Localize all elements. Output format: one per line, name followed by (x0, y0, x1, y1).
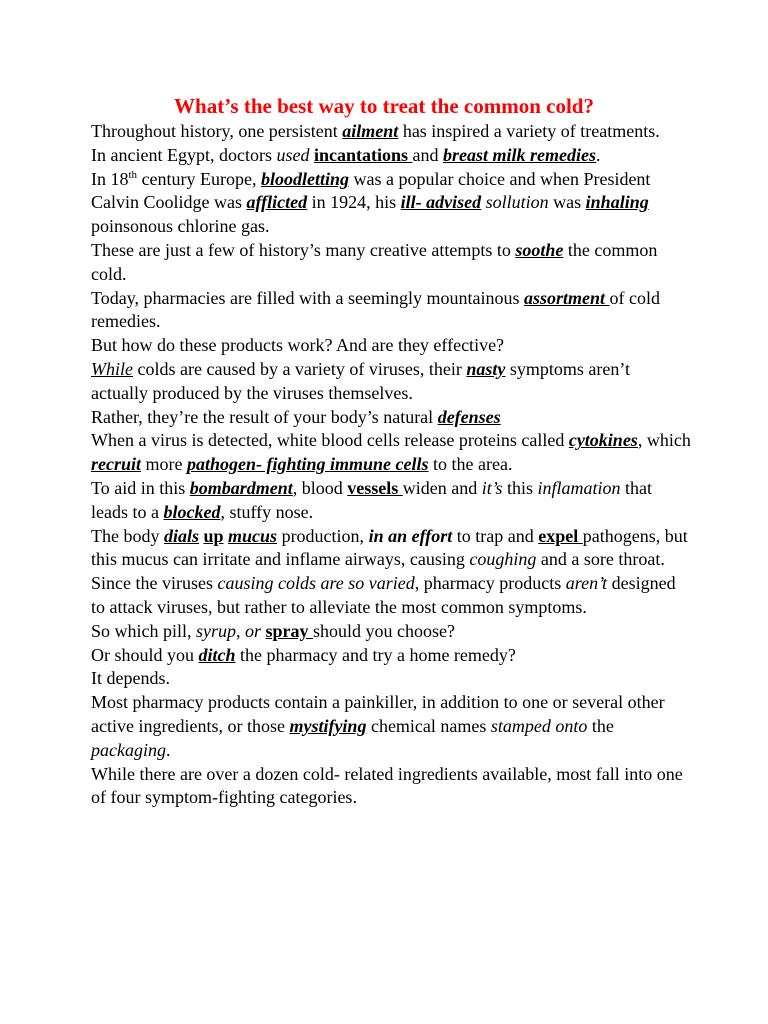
emphasized-term: packaging (91, 739, 166, 760)
text-run: that leads to a (91, 477, 652, 522)
text-run: and a sore throat. (536, 549, 665, 570)
emphasized-term: coughing (469, 549, 537, 570)
text-run: While there are over a dozen cold- related ingredients available, most fall into one of four symptom-fighting categories. (91, 763, 683, 808)
text-run: pathogens, but this mucus can irritate and inflame airways, causing (91, 525, 688, 570)
emphasized-term: soothe (515, 239, 564, 260)
emphasized-term: mucus (228, 525, 278, 546)
text-run: in 1924, his (307, 192, 401, 213)
text-run: the (587, 715, 614, 736)
text-run: the common cold. (91, 239, 658, 284)
emphasized-term: causing colds are so varied (217, 573, 415, 594)
emphasized-term: breast milk remedies (442, 144, 596, 165)
text-run: chemical names (366, 715, 491, 736)
document-body (91, 120, 691, 810)
text-run: , stuffy nose. (220, 501, 314, 522)
text-run: of cold remedies. (91, 287, 660, 332)
text-run: century Europe, (137, 168, 262, 189)
emphasized-term: defenses (437, 406, 501, 427)
text-run: the pharmacy and try a home remedy? (235, 644, 516, 665)
text-run: Since the viruses (91, 573, 218, 594)
emphasized-term: pathogen- fighting immune cells (187, 454, 429, 475)
text-run: production, (277, 525, 369, 546)
emphasized-term: bombardment (189, 477, 293, 498)
emphasized-term: ditch (198, 644, 236, 665)
text-run: To aid in this (91, 477, 190, 498)
emphasized-term: expel (538, 525, 583, 546)
text-run: widen and (402, 477, 482, 498)
emphasized-term: recruit (91, 454, 142, 475)
text-run: In ancient Egypt, doctors (91, 144, 277, 165)
text-run: symptoms aren’t actually produced by the viruses themselves. (91, 358, 631, 403)
text-run: The body (91, 525, 164, 546)
text-run: Throughout history, one persistent (91, 121, 343, 141)
paragraph (91, 406, 691, 430)
text-run: But how do these products work? And are they effective? (91, 335, 505, 356)
emphasized-term: bloodletting (261, 168, 350, 189)
paragraph (91, 287, 691, 335)
paragraph (91, 334, 691, 358)
emphasized-term: stamped onto (490, 715, 588, 736)
text-run: Most pharmacy products contain a painkiller, in addition to one or several other active ingredients, or those (91, 692, 665, 736)
text-run: to the area. (428, 454, 513, 475)
text-run: and (412, 144, 443, 165)
text-run: , (236, 620, 246, 641)
text-run: . (595, 144, 601, 165)
text-run: , pharmacy products (414, 573, 566, 594)
paragraph (91, 120, 691, 144)
paragraph (91, 358, 691, 406)
text-run: When a virus is detected, white blood cells release proteins called (91, 430, 569, 451)
paragraph (91, 525, 691, 573)
paragraph (91, 429, 691, 477)
text-run: colds are caused by a variety of viruses, their (133, 358, 467, 379)
emphasized-term: nasty (466, 358, 506, 379)
text-run: should you choose? (313, 620, 456, 641)
text-run: , which (637, 430, 691, 451)
emphasized-term: it’s (481, 477, 503, 498)
paragraph (91, 144, 691, 168)
emphasized-term: spray (265, 620, 314, 641)
paragraph (91, 620, 691, 644)
emphasized-term: incantations (313, 144, 413, 165)
emphasized-term: syrup (196, 620, 237, 641)
document-title: What’s the best way to treat the common cold? (174, 94, 594, 118)
paragraph (91, 572, 691, 620)
paragraph (91, 239, 691, 287)
text-run: Today, pharmacies are filled with a seemingly mountainous (91, 287, 524, 308)
emphasized-term: While (91, 358, 133, 379)
paragraph (91, 168, 691, 239)
emphasized-term: blocked (163, 501, 221, 522)
emphasized-term: in an effort (368, 525, 453, 546)
emphasized-term: cytokines (568, 430, 638, 451)
text-run: . (165, 739, 171, 760)
paragraph (91, 644, 691, 668)
emphasized-term: mystifying (289, 715, 367, 736)
text-run: was a popular choice and when President Calvin Coolidge was (91, 168, 651, 213)
paragraph (91, 763, 691, 811)
emphasized-term: inhaling (585, 192, 649, 213)
text-run: So which pill, (91, 620, 197, 641)
emphasized-term: dials (163, 525, 199, 546)
text-run: Rather, they’re the result of your body’s natural (91, 406, 438, 427)
text-run: poinsonous chlorine gas. (91, 216, 270, 237)
emphasized-term: th (128, 168, 138, 181)
emphasized-term: ill- advised (400, 192, 482, 213)
emphasized-term: sollution (485, 192, 549, 213)
text-run: was (548, 192, 586, 213)
emphasized-term: vessels (347, 477, 403, 498)
paragraph (91, 667, 691, 691)
text-run: this (502, 477, 538, 498)
emphasized-term: up (203, 525, 224, 546)
text-run: Or should you (91, 644, 199, 665)
paragraph (91, 691, 691, 762)
emphasized-term: inflamation (537, 477, 621, 498)
emphasized-term: assortment (523, 287, 610, 308)
emphasized-term: or (245, 620, 262, 641)
text-run: It depends. (91, 668, 170, 689)
emphasized-term: afflicted (246, 192, 308, 213)
emphasized-term: aren’t (565, 573, 608, 594)
paragraph (91, 477, 691, 525)
text-run: has inspired a variety of treatments. (398, 121, 660, 141)
text-run: These are just a few of history’s many creative attempts to (91, 239, 516, 260)
emphasized-term: ailment (342, 121, 399, 141)
text-run: more (141, 454, 187, 475)
text-run: designed to attack viruses, but rather to alleviate the most common symptoms. (91, 573, 676, 617)
text-run: , blood (292, 477, 348, 498)
emphasized-term: used (276, 144, 310, 165)
text-run: In 18 (91, 168, 129, 189)
text-run: to trap and (452, 525, 539, 546)
